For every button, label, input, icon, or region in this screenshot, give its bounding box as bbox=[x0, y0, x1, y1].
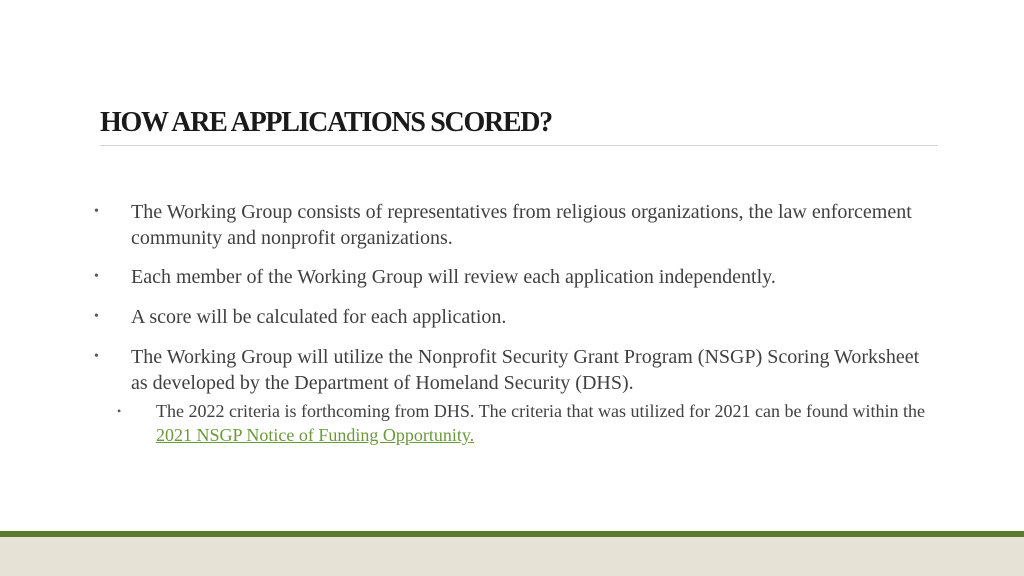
sub-bullet-text: The 2022 criteria is forthcoming from DHS. The criteria that was utilized for 2021 can be found within the bbox=[156, 401, 925, 421]
title-divider bbox=[100, 145, 938, 146]
bullet-item bbox=[94, 199, 931, 251]
sub-bullet-marker: • bbox=[117, 404, 122, 418]
footer-band bbox=[0, 537, 1024, 576]
bullet-text: Each member of the Working Group will review each application independently. bbox=[131, 266, 776, 288]
sub-bullet-item bbox=[117, 399, 946, 447]
bullet-item bbox=[94, 344, 931, 396]
bullet-text: A score will be calculated for each application. bbox=[131, 306, 507, 328]
bullet-item bbox=[94, 264, 931, 290]
bullet-item bbox=[94, 304, 931, 330]
bullet-marker: • bbox=[94, 269, 99, 284]
bullet-text: The Working Group will utilize the Nonprofit Security Grant Program (NSGP) Scoring Worksheet as developed by the Department of Homeland Security (DHS). bbox=[131, 346, 920, 394]
slide-title: HOW ARE APPLICATIONS SCORED? bbox=[100, 107, 552, 138]
bullet-marker: • bbox=[94, 349, 99, 364]
bullet-text: The Working Group consists of representatives from religious organizations, the law enforcement community and nonprofit organizations. bbox=[131, 201, 912, 249]
bullet-marker: • bbox=[94, 204, 99, 219]
nofo-link[interactable]: 2021 NSGP Notice of Funding Opportunity. bbox=[156, 425, 475, 445]
bullet-marker: • bbox=[94, 309, 99, 324]
